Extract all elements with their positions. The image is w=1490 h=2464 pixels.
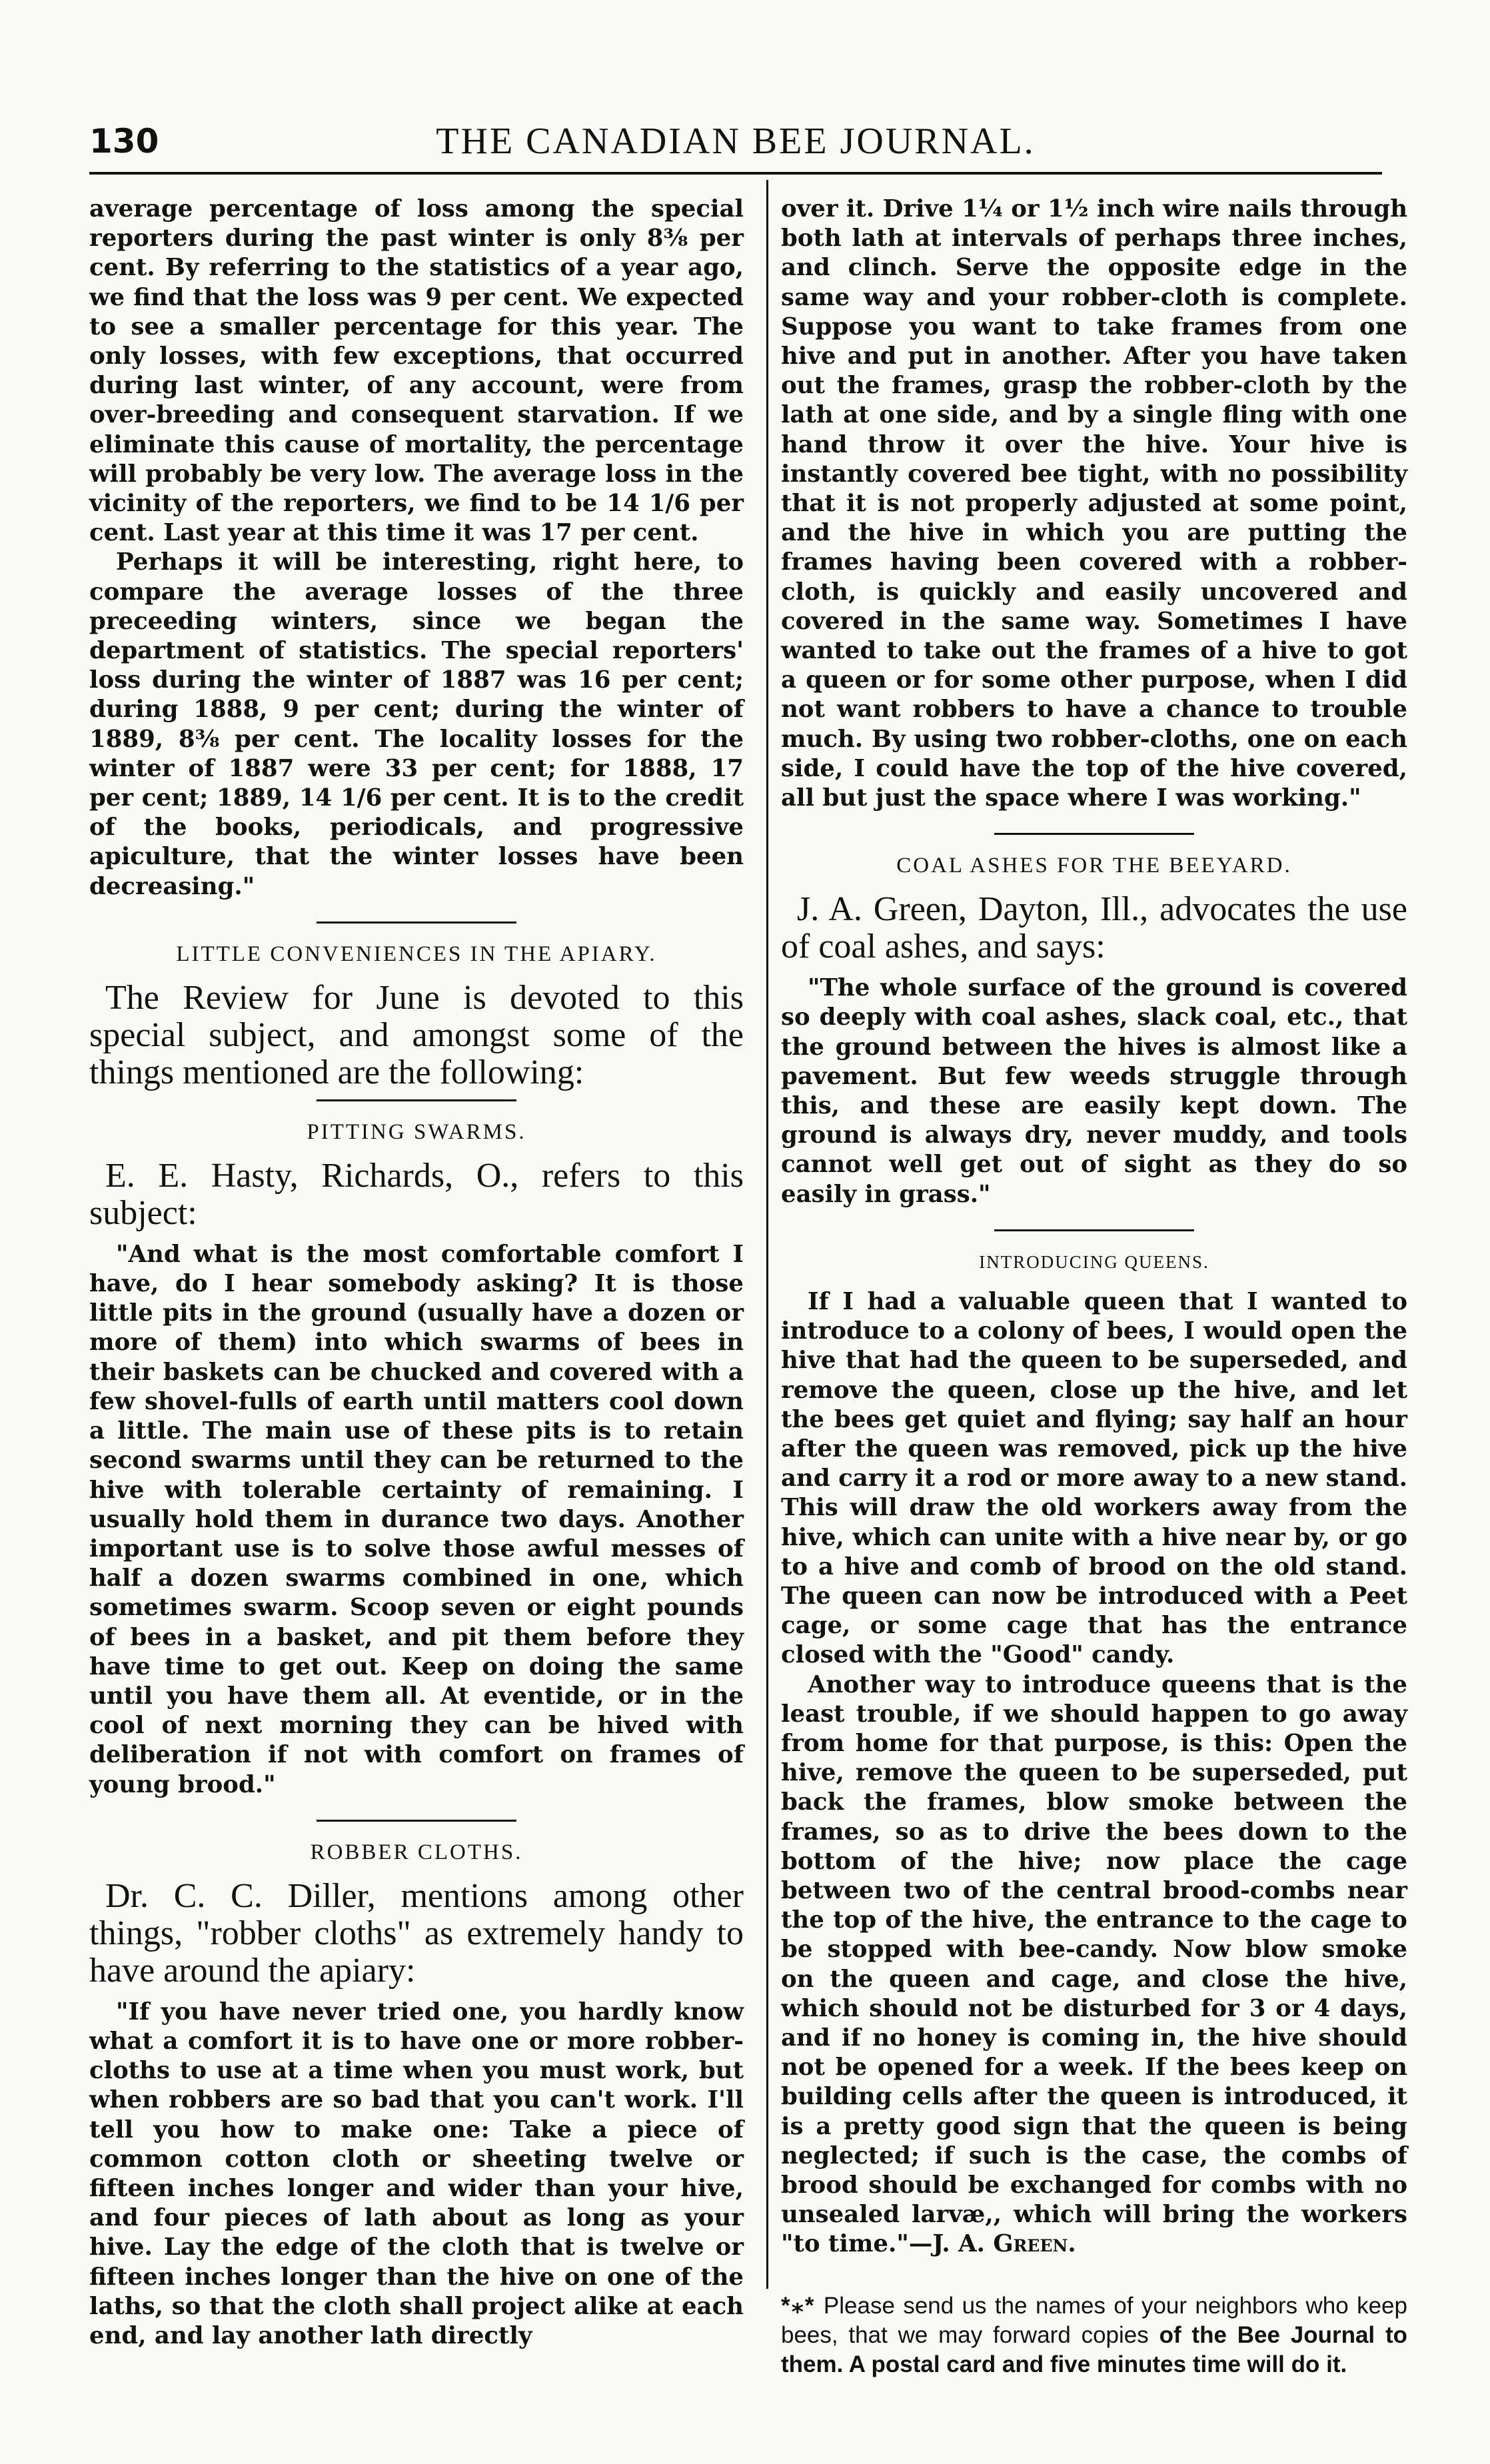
notice-send-names — [781, 2291, 1407, 2379]
notice-strong-text: of the Bee Journal to them. A postal card and five minutes time will do it. — [781, 2321, 1407, 2377]
paragraph-robber-cloths: "If you have never tried one, you hardly know what a comfort it is to have one or more robber-cloths to use at a time when you must work, but when robbers are so bad that you can't work. I'll tell you how to make one: Take a piece of common cotton cloth or sheeting twelve or fifteen inches longer and wider than your hive, and four pieces of lath about as long as your hive. Lay the edge of the cloth that is twelve or fifteen inches longer than the hive on one of the laths, so that the cloth shall project alike at each end, and lay another lath directly — [89, 1998, 744, 2349]
paragraph-introducing-queens-1: If I had a valuable queen that I wanted to introduce to a colony of bees, I would open the hive that had the queen to be superseded, and remove the queen, close up the hive, and let the bees get quiet and flying; say half an hour after the queen was removed, pick up the hive and carry it a rod or more away to a new stand. This will draw the old workers away from the hive, which can unite with a hive near by, or go to a hive and comb of brood on the old stand. The queen can now be introduced with a Peet cage, or some cage that has the entrance closed with the "Good" candy. — [781, 1287, 1407, 1669]
lead-paragraph-review: The Review for June is devoted to this special subject, and amongst some of the things mentioned are the following: — [89, 978, 744, 1091]
section-rule — [317, 922, 516, 924]
notice-text: Please send us the names of your neighbors who keep bees, that we may forward copies — [781, 2292, 1407, 2348]
header-rule — [89, 172, 1382, 175]
queens-2-text: Another way to introduce queens that is the least trouble, if we should happen to go away from home for that purpose, is this: Open the hive, remove the queen to be superseded, put back the frames, blow smoke between the frames, so as to drive the bees down to the bottom of the hive; now place the cage between two of the central brood-combs near the top of the hive, the entrance to the cage to be stopped with bee-candy. Now blow smoke on the queen and cage, and close the hive, which should not be disturbed for 3 or 4 days, and if no honey is coming in, the hive should not be opened for a week. If the bees keep on building cells after the queen is introduced, it is a pretty good sign that the queen is being neglected; if such is the case, the combs of brood should be exchanged for combs with no unsealed larvæ,, which will bring the workers "to time."—J. A. — [781, 1670, 1407, 2258]
section-rule — [994, 833, 1194, 835]
section-heading-introducing-queens: INTRODUCING QUEENS. — [979, 1251, 1209, 1272]
author-signature: Green. — [993, 2230, 1076, 2258]
section-heading-robber-cloths: ROBBER CLOTHS. — [310, 1840, 523, 1864]
asterism-mark: *⁎* — [781, 2292, 816, 2319]
page-number: 130 — [89, 122, 159, 161]
column-divider — [766, 180, 768, 2289]
section-rule — [994, 1229, 1194, 1231]
right-column — [781, 195, 1407, 2379]
section-heading-coal-ashes: COAL ASHES FOR THE BEEYARD. — [896, 854, 1292, 878]
lead-paragraph-hasty: E. E. Hasty, Richards, O., refers to this subject: — [89, 1156, 744, 1232]
lead-paragraph-diller: Dr. C. C. Diller, mentions among other things, "robber cloths" as extremely handy to have around the apiary: — [89, 1876, 744, 1990]
paragraph-introducing-queens-2 — [781, 1670, 1407, 2259]
paragraph-winter-losses: Perhaps it will be interesting, right here, to compare the average losses of the three preceeding winters, since we began the department of statistics. The special reporters' loss during the winter of 1887 was 16 per cent; during 1888, 9 per cent; during the winter of 1889, 8⅜ per cent. The locality losses for the winter of 1887 were 33 per cent; for 1888, 17 per cent; 1889, 14 1/6 per cent. It is to the credit of the books, periodicals, and progressive apiculture, that the winter losses have been decreasing." — [89, 548, 744, 900]
section-rule — [317, 1099, 516, 1101]
section-heading-little-conveniences: LITTLE CONVENIENCES IN THE APIARY. — [176, 941, 657, 966]
paragraph-pitting-swarms: "And what is the most comfortable comfort I have, do I hear somebody asking? It is those little pits in the ground (usually have a dozen or more of them) into which swarms of bees in their baskets can be chucked and covered with a few shovel-fulls of earth until matters cool down a little. The main use of these pits is to retain second swarms until they can be returned to the hive with tolerable certainty of remaining. I usually hold them in durance two days. Another important use is to solve those awful messes of half a dozen swarms combined in one, which sometimes swarm. Scoop seven or eight pounds of bees in a basket, and pit them before they have time to get out. Keep on doing the same until you have them all. At eventide, or in the cool of next morning they can be hived with deliberation if not with comfort on frames of young brood." — [89, 1240, 744, 1798]
page-header — [89, 115, 1382, 168]
section-heading-pitting-swarms: PITTING SWARMS. — [307, 1119, 526, 1144]
left-column — [89, 195, 744, 2351]
section-rule — [317, 1820, 516, 1822]
lead-paragraph-green: J. A. Green, Dayton, Ill., advocates the use of coal ashes, and says: — [781, 890, 1407, 966]
paragraph-loss-statistics: average percentage of loss among the special reporters during the past winter is only 8⅜ per cent. By referring to the statistics of a year ago, we find that the loss was 9 per cent. We expected to see a smaller percentage for this year. The only losses, with few exceptions, that occurred during last winter, of any account, were from over-breeding and consequent starvation. If we eliminate this cause of mortality, the percentage will probably be very low. The average loss in the vicinity of the reporters, we find to be 14 1/6 per cent. Last year at this time it was 17 per cent. — [89, 195, 744, 547]
paragraph-robber-cloths-continued: over it. Drive 1¼ or 1½ inch wire nails through both lath at intervals of perhaps three inches, and clinch. Serve the opposite edge in the same way and your robber-cloth is complete. Suppose you want to take frames from one hive and put in another. After you have taken out the frames, grasp the robber-cloth by the lath at one side, and by a single fling with one hand throw it over the hive. Your hive is instantly covered bee tight, with no possibility that it is not properly adjusted at some point, and the hive in which you are putting the frames having been covered with a robber-cloth, is quickly and easily uncovered and covered in the same way. Sometimes I have wanted to take out the frames of a hive to got a queen or for some other purpose, when I did not want robbers to have a chance to trouble much. By using two robber-cloths, one on each side, I could have the top of the hive covered, all but just the space where I was working." — [781, 195, 1407, 812]
journal-title: THE CANADIAN BEE JOURNAL. — [436, 121, 1036, 162]
paragraph-coal-ashes: "The whole surface of the ground is covered so deeply with coal ashes, slack coal, etc., that the ground between the hives is almost like a pavement. But few weeds struggle through this, and these are easily kept down. The ground is always dry, never muddy, and tools cannot well get out of sight as they do so easily in grass." — [781, 974, 1407, 1208]
